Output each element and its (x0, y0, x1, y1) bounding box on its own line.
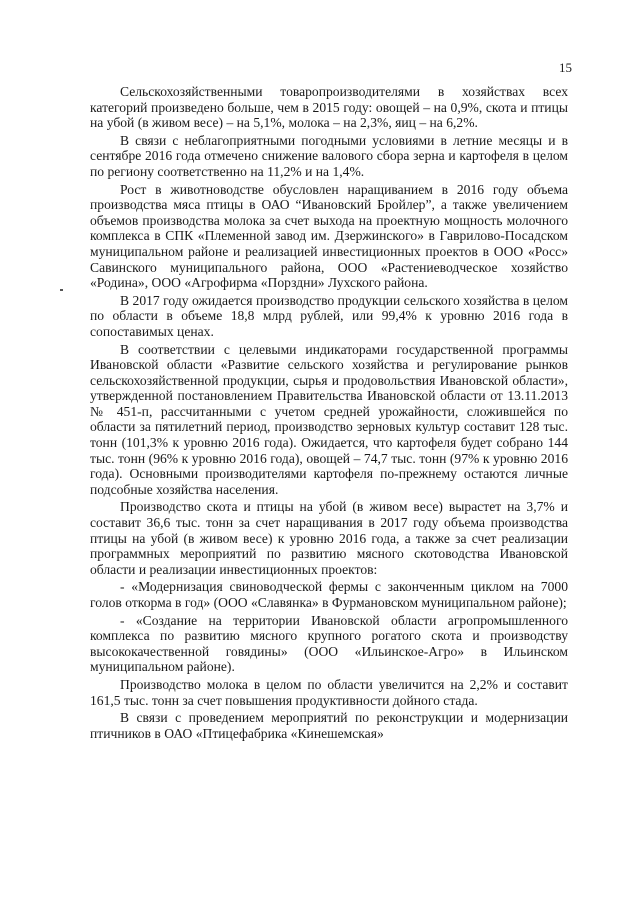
paragraph-weather-decline: В связи с неблагоприятными погодными условиями в летние месяцы и в сентябре 2016 года отмечено снижение валового сбора зерна и картофеля в целом по региону соответственно на 11,2% и на 1,4%. (90, 132, 568, 179)
paragraph-meat-production: Производство скота и птицы на убой (в живом весе) вырастет на 3,7% и составит 36,6 тыс. тонн за счет наращивания в 2017 году объема производства птицы на убой (в живом весе) к уровню 2016 года, а также за счет реализации программных мероприятий по развитию мясного скотоводства Ивановской области и реализации инвестиционных проектов: (90, 499, 568, 577)
paragraph-poultry-modernization: В связи с проведением мероприятий по реконструкции и модернизации птичников в ОАО «Птицефабрика «Кинешемская» (90, 710, 568, 741)
paragraph-production-growth: Сельскохозяйственными товаропроизводителями в хозяйствах всех категорий произведено больше, чем в 2015 году: овощей – на 0,9%, скота и птицы на убой (в живом весе) – на 5,1%, молока – на 2,3%, яиц – на 6,2%. (90, 84, 568, 131)
paragraph-milk-production: Производство молока в целом по области увеличится на 2,2% и составит 161,5 тыс. тонн за счет повышения продуктивности дойного стада. (90, 676, 568, 708)
list-item-pig-farm: - «Модернизация свиноводческой фермы с законченным циклом на 7000 голов откорма в год» (ООО «Славянка» в Фурмановском муниципальном районе); (90, 579, 568, 610)
paragraph-2017-forecast: В 2017 году ожидается производство продукции сельского хозяйства в целом по области в объеме 18,8 млрд рублей, или 99,4% к уровню 2016 года в сопоставимых ценах. (90, 292, 568, 339)
paragraph-state-program: В соответствии с целевыми индикаторами государственной программы Ивановской области «Развитие сельского хозяйства и регулирование рынков сельскохозяйственной продукции, сырья и продовольствия Ивановской области», утвержденной постановлением Правительства Ивановской области от 13.11.2013 № 451-п, рассчитанными с учетом средней урожайности, сложившейся по области за пятилетний период, производство зерновых культур составит 128 тыс. тонн (101,3% к уровню 2016 года). Ожидается, что картофеля будет собрано 144 тыс. тонн (96% к уровню 2016 года), овощей – 74,7 тыс. тонн (97% к уровню 2016 года). Основными производителями картофеля по-прежнему остаются личные подсобные хозяйства населения. (90, 341, 568, 497)
margin-mark (60, 289, 63, 291)
list-item-cattle-complex: - «Создание на территории Ивановской области агропромышленного комплекса по развитию мясного крупного рогатого скота и производству высококачественной говядины» (ООО «Ильинское-Агро» в Ильинском муниципальном районе). (90, 612, 568, 675)
paragraph-livestock-growth: Рост в животноводстве обусловлен наращиванием в 2016 году объема производства мяса птицы в ОАО “Ивановский Бройлер”, а также увеличением объемов производства молока за счет выхода на проектную мощность молочного комплекса в СПК «Племенной завод им. Дзержинского» в Гаврилово-Посадском муниципальном районе и реализацией инвестиционных проектов в ООО «Росс» Савинского муниципального района, ООО «Растениеводческое хозяйство «Родина», ООО «Агрофирма «Порздни» Лухского района. (90, 181, 568, 291)
page-number: 15 (559, 60, 572, 75)
document-body (90, 84, 568, 743)
